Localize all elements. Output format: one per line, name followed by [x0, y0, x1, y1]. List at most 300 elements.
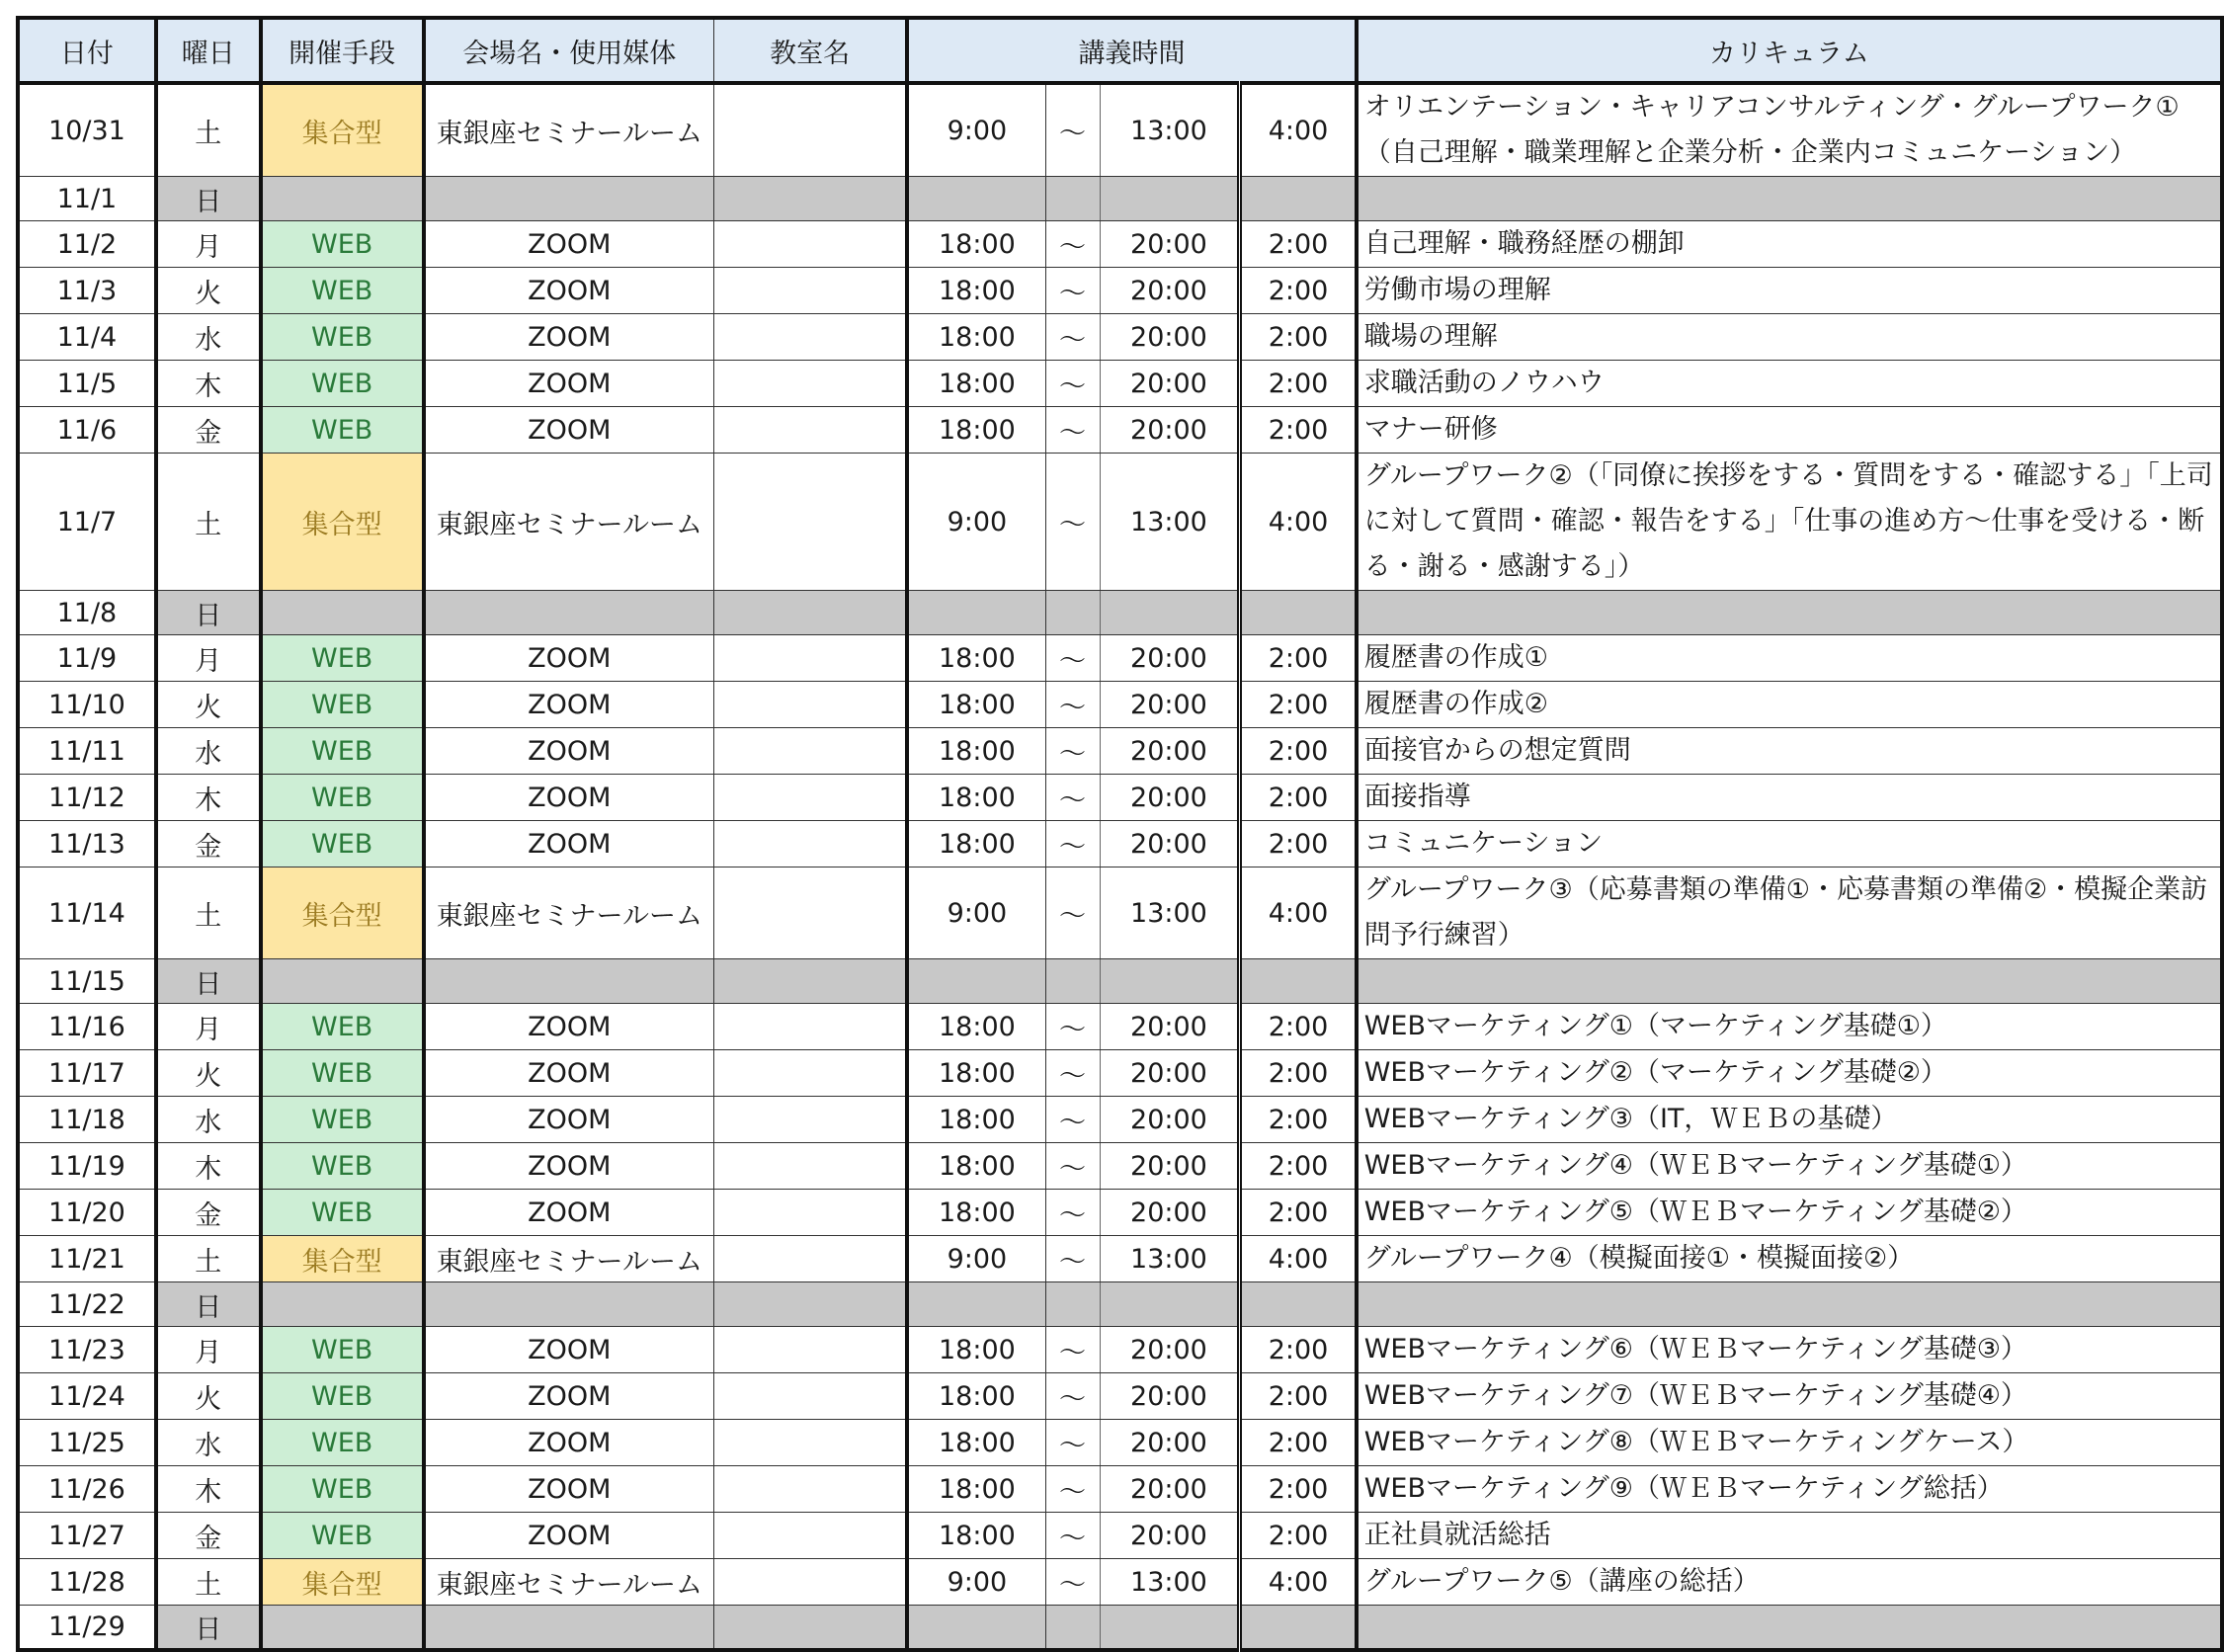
room-cell	[714, 1282, 908, 1327]
venue-cell: ZOOM	[424, 821, 714, 867]
end-time-cell: 20:00	[1100, 1097, 1240, 1143]
weekday-cell: 日	[156, 591, 261, 635]
room-cell	[714, 682, 908, 728]
room-cell	[714, 1513, 908, 1559]
weekday-cell: 金	[156, 1513, 261, 1559]
venue-cell: 東銀座セミナールーム	[424, 454, 714, 591]
venue-cell: ZOOM	[424, 635, 714, 682]
tilde-cell: ～	[1045, 821, 1100, 867]
venue-cell: 東銀座セミナールーム	[424, 867, 714, 959]
tilde-cell: ～	[1045, 1420, 1100, 1466]
header-method: 開催手段	[261, 18, 424, 83]
venue-cell: ZOOM	[424, 775, 714, 821]
schedule-row	[18, 314, 2222, 361]
end-time-cell: 13:00	[1100, 867, 1240, 959]
weekday-cell: 日	[156, 959, 261, 1004]
tilde-cell: ～	[1045, 1236, 1100, 1282]
room-cell	[714, 454, 908, 591]
start-time-cell: 18:00	[907, 1097, 1045, 1143]
schedule-row	[18, 821, 2222, 867]
duration-cell: 2:00	[1240, 1466, 1357, 1513]
method-cell: WEB	[261, 728, 424, 775]
weekday-cell: 木	[156, 1143, 261, 1190]
date-cell: 11/27	[18, 1513, 156, 1559]
start-time-cell: 18:00	[907, 1050, 1045, 1097]
method-cell: WEB	[261, 1466, 424, 1513]
schedule-row	[18, 1513, 2222, 1559]
venue-cell	[424, 1282, 714, 1327]
venue-cell: ZOOM	[424, 407, 714, 454]
method-cell: WEB	[261, 775, 424, 821]
date-cell: 11/16	[18, 1004, 156, 1050]
start-time-cell: 18:00	[907, 1513, 1045, 1559]
start-time-cell: 18:00	[907, 1373, 1045, 1420]
curriculum-cell: コミュニケーション	[1357, 821, 2222, 867]
curriculum-cell: WEBマーケティング⑦（ＷＥＢマーケティング基礎④）	[1357, 1373, 2222, 1420]
date-cell: 11/4	[18, 314, 156, 361]
curriculum-cell: WEBマーケティング⑥（ＷＥＢマーケティング基礎③）	[1357, 1327, 2222, 1373]
start-time-cell: 18:00	[907, 1327, 1045, 1373]
curriculum-cell	[1357, 591, 2222, 635]
weekday-cell: 月	[156, 1004, 261, 1050]
curriculum-cell: グループワーク③（応募書類の準備①・応募書類の準備②・模擬企業訪問予行練習）	[1357, 867, 2222, 959]
date-cell: 11/14	[18, 867, 156, 959]
header-room: 教室名	[714, 18, 908, 83]
method-cell: WEB	[261, 314, 424, 361]
schedule-row	[18, 635, 2222, 682]
method-cell: WEB	[261, 1190, 424, 1236]
venue-cell	[424, 1606, 714, 1650]
curriculum-cell: 正社員就活総括	[1357, 1513, 2222, 1559]
schedule-row	[18, 1143, 2222, 1190]
date-cell: 11/18	[18, 1097, 156, 1143]
schedule-row	[18, 1559, 2222, 1606]
date-cell: 11/25	[18, 1420, 156, 1466]
schedule-row	[18, 268, 2222, 314]
duration-cell: 2:00	[1240, 361, 1357, 407]
tilde-cell	[1045, 1606, 1100, 1650]
schedule-row	[18, 1327, 2222, 1373]
end-time-cell: 13:00	[1100, 454, 1240, 591]
room-cell	[714, 177, 908, 221]
date-cell: 11/13	[18, 821, 156, 867]
tilde-cell: ～	[1045, 221, 1100, 268]
curriculum-cell	[1357, 959, 2222, 1004]
holiday-row	[18, 959, 2222, 1004]
venue-cell	[424, 177, 714, 221]
curriculum-cell: 履歴書の作成②	[1357, 682, 2222, 728]
tilde-cell: ～	[1045, 83, 1100, 177]
room-cell	[714, 361, 908, 407]
start-time-cell: 9:00	[907, 867, 1045, 959]
weekday-cell: 水	[156, 314, 261, 361]
weekday-cell: 木	[156, 775, 261, 821]
date-cell: 11/17	[18, 1050, 156, 1097]
tilde-cell: ～	[1045, 635, 1100, 682]
duration-cell: 2:00	[1240, 1097, 1357, 1143]
start-time-cell	[907, 1282, 1045, 1327]
date-cell: 11/28	[18, 1559, 156, 1606]
room-cell	[714, 728, 908, 775]
tilde-cell: ～	[1045, 1050, 1100, 1097]
weekday-cell: 火	[156, 1373, 261, 1420]
weekday-cell: 日	[156, 1606, 261, 1650]
curriculum-cell: グループワーク②（「同僚に挨拶をする・質問をする・確認する」「上司に対して質問・確認・報告をする」「仕事の進め方～仕事を受ける・断る・謝る・感謝する」）	[1357, 454, 2222, 591]
weekday-cell: 月	[156, 221, 261, 268]
venue-cell: ZOOM	[424, 221, 714, 268]
tilde-cell: ～	[1045, 1327, 1100, 1373]
tilde-cell: ～	[1045, 728, 1100, 775]
venue-cell: ZOOM	[424, 1097, 714, 1143]
weekday-cell: 土	[156, 83, 261, 177]
date-cell: 11/6	[18, 407, 156, 454]
venue-cell: ZOOM	[424, 682, 714, 728]
start-time-cell: 9:00	[907, 83, 1045, 177]
room-cell	[714, 867, 908, 959]
duration-cell: 4:00	[1240, 867, 1357, 959]
tilde-cell: ～	[1045, 1559, 1100, 1606]
start-time-cell: 18:00	[907, 1190, 1045, 1236]
weekday-cell: 火	[156, 682, 261, 728]
venue-cell: ZOOM	[424, 1466, 714, 1513]
method-cell: WEB	[261, 221, 424, 268]
curriculum-cell: オリエンテーション・キャリアコンサルティング・グループワーク①（自己理解・職業理解と企業分析・企業内コミュニケーション）	[1357, 83, 2222, 177]
duration-cell: 2:00	[1240, 775, 1357, 821]
schedule-row	[18, 83, 2222, 177]
start-time-cell: 18:00	[907, 1143, 1045, 1190]
header-weekday: 曜日	[156, 18, 261, 83]
tilde-cell: ～	[1045, 775, 1100, 821]
tilde-cell: ～	[1045, 361, 1100, 407]
method-cell: WEB	[261, 1373, 424, 1420]
method-cell: WEB	[261, 1143, 424, 1190]
date-cell: 11/10	[18, 682, 156, 728]
curriculum-cell	[1357, 1606, 2222, 1650]
room-cell	[714, 1466, 908, 1513]
date-cell: 11/24	[18, 1373, 156, 1420]
venue-cell: ZOOM	[424, 1327, 714, 1373]
start-time-cell: 18:00	[907, 221, 1045, 268]
method-cell: WEB	[261, 1420, 424, 1466]
room-cell	[714, 959, 908, 1004]
duration-cell: 2:00	[1240, 635, 1357, 682]
duration-cell: 2:00	[1240, 1004, 1357, 1050]
schedule-row	[18, 454, 2222, 591]
tilde-cell: ～	[1045, 268, 1100, 314]
schedule-row	[18, 1190, 2222, 1236]
end-time-cell: 20:00	[1100, 775, 1240, 821]
weekday-cell: 木	[156, 1466, 261, 1513]
tilde-cell: ～	[1045, 454, 1100, 591]
end-time-cell: 20:00	[1100, 268, 1240, 314]
date-cell: 11/5	[18, 361, 156, 407]
weekday-cell: 水	[156, 1420, 261, 1466]
schedule-table	[16, 16, 2224, 1652]
method-cell: WEB	[261, 1513, 424, 1559]
start-time-cell	[907, 959, 1045, 1004]
duration-cell: 2:00	[1240, 1190, 1357, 1236]
room-cell	[714, 1420, 908, 1466]
method-cell: 集合型	[261, 454, 424, 591]
room-cell	[714, 635, 908, 682]
method-cell: WEB	[261, 1327, 424, 1373]
end-time-cell: 13:00	[1100, 1236, 1240, 1282]
end-time-cell: 20:00	[1100, 1420, 1240, 1466]
start-time-cell: 18:00	[907, 682, 1045, 728]
method-cell: 集合型	[261, 83, 424, 177]
curriculum-cell: WEBマーケティング⑤（ＷＥＢマーケティング基礎②）	[1357, 1190, 2222, 1236]
tilde-cell: ～	[1045, 1466, 1100, 1513]
date-cell: 10/31	[18, 83, 156, 177]
venue-cell: 東銀座セミナールーム	[424, 1559, 714, 1606]
room-cell	[714, 1327, 908, 1373]
tilde-cell: ～	[1045, 1513, 1100, 1559]
duration-cell: 4:00	[1240, 1236, 1357, 1282]
end-time-cell: 20:00	[1100, 221, 1240, 268]
date-cell: 11/2	[18, 221, 156, 268]
weekday-cell: 日	[156, 177, 261, 221]
room-cell	[714, 314, 908, 361]
duration-cell	[1240, 1606, 1357, 1650]
start-time-cell: 9:00	[907, 1559, 1045, 1606]
duration-cell: 2:00	[1240, 1420, 1357, 1466]
method-cell	[261, 1606, 424, 1650]
duration-cell: 4:00	[1240, 454, 1357, 591]
holiday-row	[18, 1282, 2222, 1327]
weekday-cell: 土	[156, 1559, 261, 1606]
end-time-cell	[1100, 959, 1240, 1004]
duration-cell: 4:00	[1240, 83, 1357, 177]
schedule-row	[18, 1004, 2222, 1050]
room-cell	[714, 407, 908, 454]
schedule-row	[18, 1236, 2222, 1282]
room-cell	[714, 821, 908, 867]
header-lecture-time: 講義時間	[907, 18, 1356, 83]
end-time-cell: 20:00	[1100, 635, 1240, 682]
room-cell	[714, 1143, 908, 1190]
end-time-cell: 20:00	[1100, 728, 1240, 775]
venue-cell: ZOOM	[424, 1373, 714, 1420]
venue-cell: ZOOM	[424, 314, 714, 361]
end-time-cell: 20:00	[1100, 361, 1240, 407]
method-cell: WEB	[261, 682, 424, 728]
end-time-cell: 20:00	[1100, 1466, 1240, 1513]
start-time-cell	[907, 177, 1045, 221]
curriculum-cell: WEBマーケティング④（ＷＥＢマーケティング基礎①）	[1357, 1143, 2222, 1190]
method-cell: WEB	[261, 407, 424, 454]
room-cell	[714, 775, 908, 821]
venue-cell: ZOOM	[424, 1004, 714, 1050]
venue-cell: ZOOM	[424, 1143, 714, 1190]
method-cell: WEB	[261, 1097, 424, 1143]
weekday-cell: 水	[156, 1097, 261, 1143]
duration-cell: 2:00	[1240, 268, 1357, 314]
tilde-cell: ～	[1045, 1004, 1100, 1050]
curriculum-cell: 面接官からの想定質問	[1357, 728, 2222, 775]
schedule-row	[18, 1050, 2222, 1097]
start-time-cell: 18:00	[907, 635, 1045, 682]
start-time-cell: 18:00	[907, 314, 1045, 361]
curriculum-cell: WEBマーケティング②（マーケティング基礎②）	[1357, 1050, 2222, 1097]
end-time-cell: 13:00	[1100, 1559, 1240, 1606]
schedule-row	[18, 407, 2222, 454]
curriculum-cell: 面接指導	[1357, 775, 2222, 821]
date-cell: 11/12	[18, 775, 156, 821]
curriculum-cell: WEBマーケティング①（マーケティング基礎①）	[1357, 1004, 2222, 1050]
duration-cell	[1240, 591, 1357, 635]
venue-cell: ZOOM	[424, 361, 714, 407]
date-cell: 11/23	[18, 1327, 156, 1373]
end-time-cell	[1100, 177, 1240, 221]
tilde-cell	[1045, 1282, 1100, 1327]
schedule-row	[18, 1373, 2222, 1420]
method-cell: 集合型	[261, 1559, 424, 1606]
method-cell: 集合型	[261, 867, 424, 959]
date-cell: 11/26	[18, 1466, 156, 1513]
method-cell: WEB	[261, 361, 424, 407]
weekday-cell: 日	[156, 1282, 261, 1327]
date-cell: 11/7	[18, 454, 156, 591]
start-time-cell: 18:00	[907, 775, 1045, 821]
end-time-cell: 20:00	[1100, 1373, 1240, 1420]
tilde-cell	[1045, 177, 1100, 221]
weekday-cell: 月	[156, 635, 261, 682]
venue-cell: ZOOM	[424, 1190, 714, 1236]
room-cell	[714, 221, 908, 268]
venue-cell: ZOOM	[424, 268, 714, 314]
curriculum-cell: 自己理解・職務経歴の棚卸	[1357, 221, 2222, 268]
duration-cell: 2:00	[1240, 728, 1357, 775]
start-time-cell: 9:00	[907, 1236, 1045, 1282]
room-cell	[714, 591, 908, 635]
curriculum-cell: 履歴書の作成①	[1357, 635, 2222, 682]
tilde-cell: ～	[1045, 314, 1100, 361]
duration-cell: 2:00	[1240, 221, 1357, 268]
curriculum-cell: 労働市場の理解	[1357, 268, 2222, 314]
method-cell	[261, 1282, 424, 1327]
curriculum-cell	[1357, 1282, 2222, 1327]
method-cell: WEB	[261, 1004, 424, 1050]
curriculum-cell: グループワーク④（模擬面接①・模擬面接②）	[1357, 1236, 2222, 1282]
venue-cell	[424, 959, 714, 1004]
start-time-cell: 18:00	[907, 361, 1045, 407]
end-time-cell: 20:00	[1100, 1327, 1240, 1373]
start-time-cell: 18:00	[907, 268, 1045, 314]
start-time-cell: 18:00	[907, 1466, 1045, 1513]
date-cell: 11/21	[18, 1236, 156, 1282]
start-time-cell	[907, 591, 1045, 635]
duration-cell: 2:00	[1240, 1373, 1357, 1420]
schedule-row	[18, 361, 2222, 407]
weekday-cell: 土	[156, 867, 261, 959]
schedule-row	[18, 775, 2222, 821]
method-cell	[261, 177, 424, 221]
duration-cell	[1240, 959, 1357, 1004]
duration-cell: 2:00	[1240, 1050, 1357, 1097]
method-cell: WEB	[261, 821, 424, 867]
weekday-cell: 木	[156, 361, 261, 407]
venue-cell: 東銀座セミナールーム	[424, 1236, 714, 1282]
venue-cell: 東銀座セミナールーム	[424, 83, 714, 177]
header-date: 日付	[18, 18, 156, 83]
tilde-cell: ～	[1045, 407, 1100, 454]
date-cell: 11/15	[18, 959, 156, 1004]
schedule-row	[18, 1097, 2222, 1143]
schedule-row	[18, 221, 2222, 268]
tilde-cell: ～	[1045, 1097, 1100, 1143]
duration-cell: 2:00	[1240, 1143, 1357, 1190]
curriculum-cell: グループワーク⑤（講座の総括）	[1357, 1559, 2222, 1606]
holiday-row	[18, 1606, 2222, 1650]
room-cell	[714, 268, 908, 314]
method-cell: 集合型	[261, 1236, 424, 1282]
start-time-cell: 18:00	[907, 407, 1045, 454]
weekday-cell: 金	[156, 1190, 261, 1236]
date-cell: 11/19	[18, 1143, 156, 1190]
end-time-cell: 13:00	[1100, 83, 1240, 177]
venue-cell: ZOOM	[424, 1420, 714, 1466]
schedule-row	[18, 867, 2222, 959]
method-cell: WEB	[261, 268, 424, 314]
schedule-row	[18, 1466, 2222, 1513]
duration-cell: 2:00	[1240, 1513, 1357, 1559]
tilde-cell: ～	[1045, 1143, 1100, 1190]
tilde-cell: ～	[1045, 1373, 1100, 1420]
weekday-cell: 土	[156, 1236, 261, 1282]
room-cell	[714, 1606, 908, 1650]
weekday-cell: 金	[156, 407, 261, 454]
curriculum-cell: WEBマーケティング⑨（ＷＥＢマーケティング総括）	[1357, 1466, 2222, 1513]
curriculum-cell: 求職活動のノウハウ	[1357, 361, 2222, 407]
duration-cell: 2:00	[1240, 821, 1357, 867]
end-time-cell	[1100, 591, 1240, 635]
end-time-cell: 20:00	[1100, 1143, 1240, 1190]
weekday-cell: 火	[156, 268, 261, 314]
end-time-cell: 20:00	[1100, 1190, 1240, 1236]
duration-cell	[1240, 1282, 1357, 1327]
method-cell: WEB	[261, 1050, 424, 1097]
tilde-cell: ～	[1045, 867, 1100, 959]
curriculum-cell: 職場の理解	[1357, 314, 2222, 361]
header-curriculum: カリキュラム	[1357, 18, 2222, 83]
start-time-cell: 18:00	[907, 1420, 1045, 1466]
end-time-cell: 20:00	[1100, 821, 1240, 867]
duration-cell: 2:00	[1240, 1327, 1357, 1373]
tilde-cell: ～	[1045, 1190, 1100, 1236]
start-time-cell: 18:00	[907, 728, 1045, 775]
date-cell: 11/20	[18, 1190, 156, 1236]
end-time-cell: 20:00	[1100, 1050, 1240, 1097]
method-cell: WEB	[261, 635, 424, 682]
date-cell: 11/3	[18, 268, 156, 314]
schedule-row	[18, 728, 2222, 775]
room-cell	[714, 1373, 908, 1420]
end-time-cell	[1100, 1606, 1240, 1650]
weekday-cell: 火	[156, 1050, 261, 1097]
duration-cell: 2:00	[1240, 407, 1357, 454]
curriculum-cell: WEBマーケティング③（IT，ＷＥＢの基礎）	[1357, 1097, 2222, 1143]
end-time-cell: 20:00	[1100, 1004, 1240, 1050]
end-time-cell	[1100, 1282, 1240, 1327]
date-cell: 11/29	[18, 1606, 156, 1650]
holiday-row	[18, 591, 2222, 635]
method-cell	[261, 591, 424, 635]
tilde-cell: ～	[1045, 682, 1100, 728]
end-time-cell: 20:00	[1100, 1513, 1240, 1559]
room-cell	[714, 83, 908, 177]
venue-cell: ZOOM	[424, 1050, 714, 1097]
duration-cell: 2:00	[1240, 682, 1357, 728]
